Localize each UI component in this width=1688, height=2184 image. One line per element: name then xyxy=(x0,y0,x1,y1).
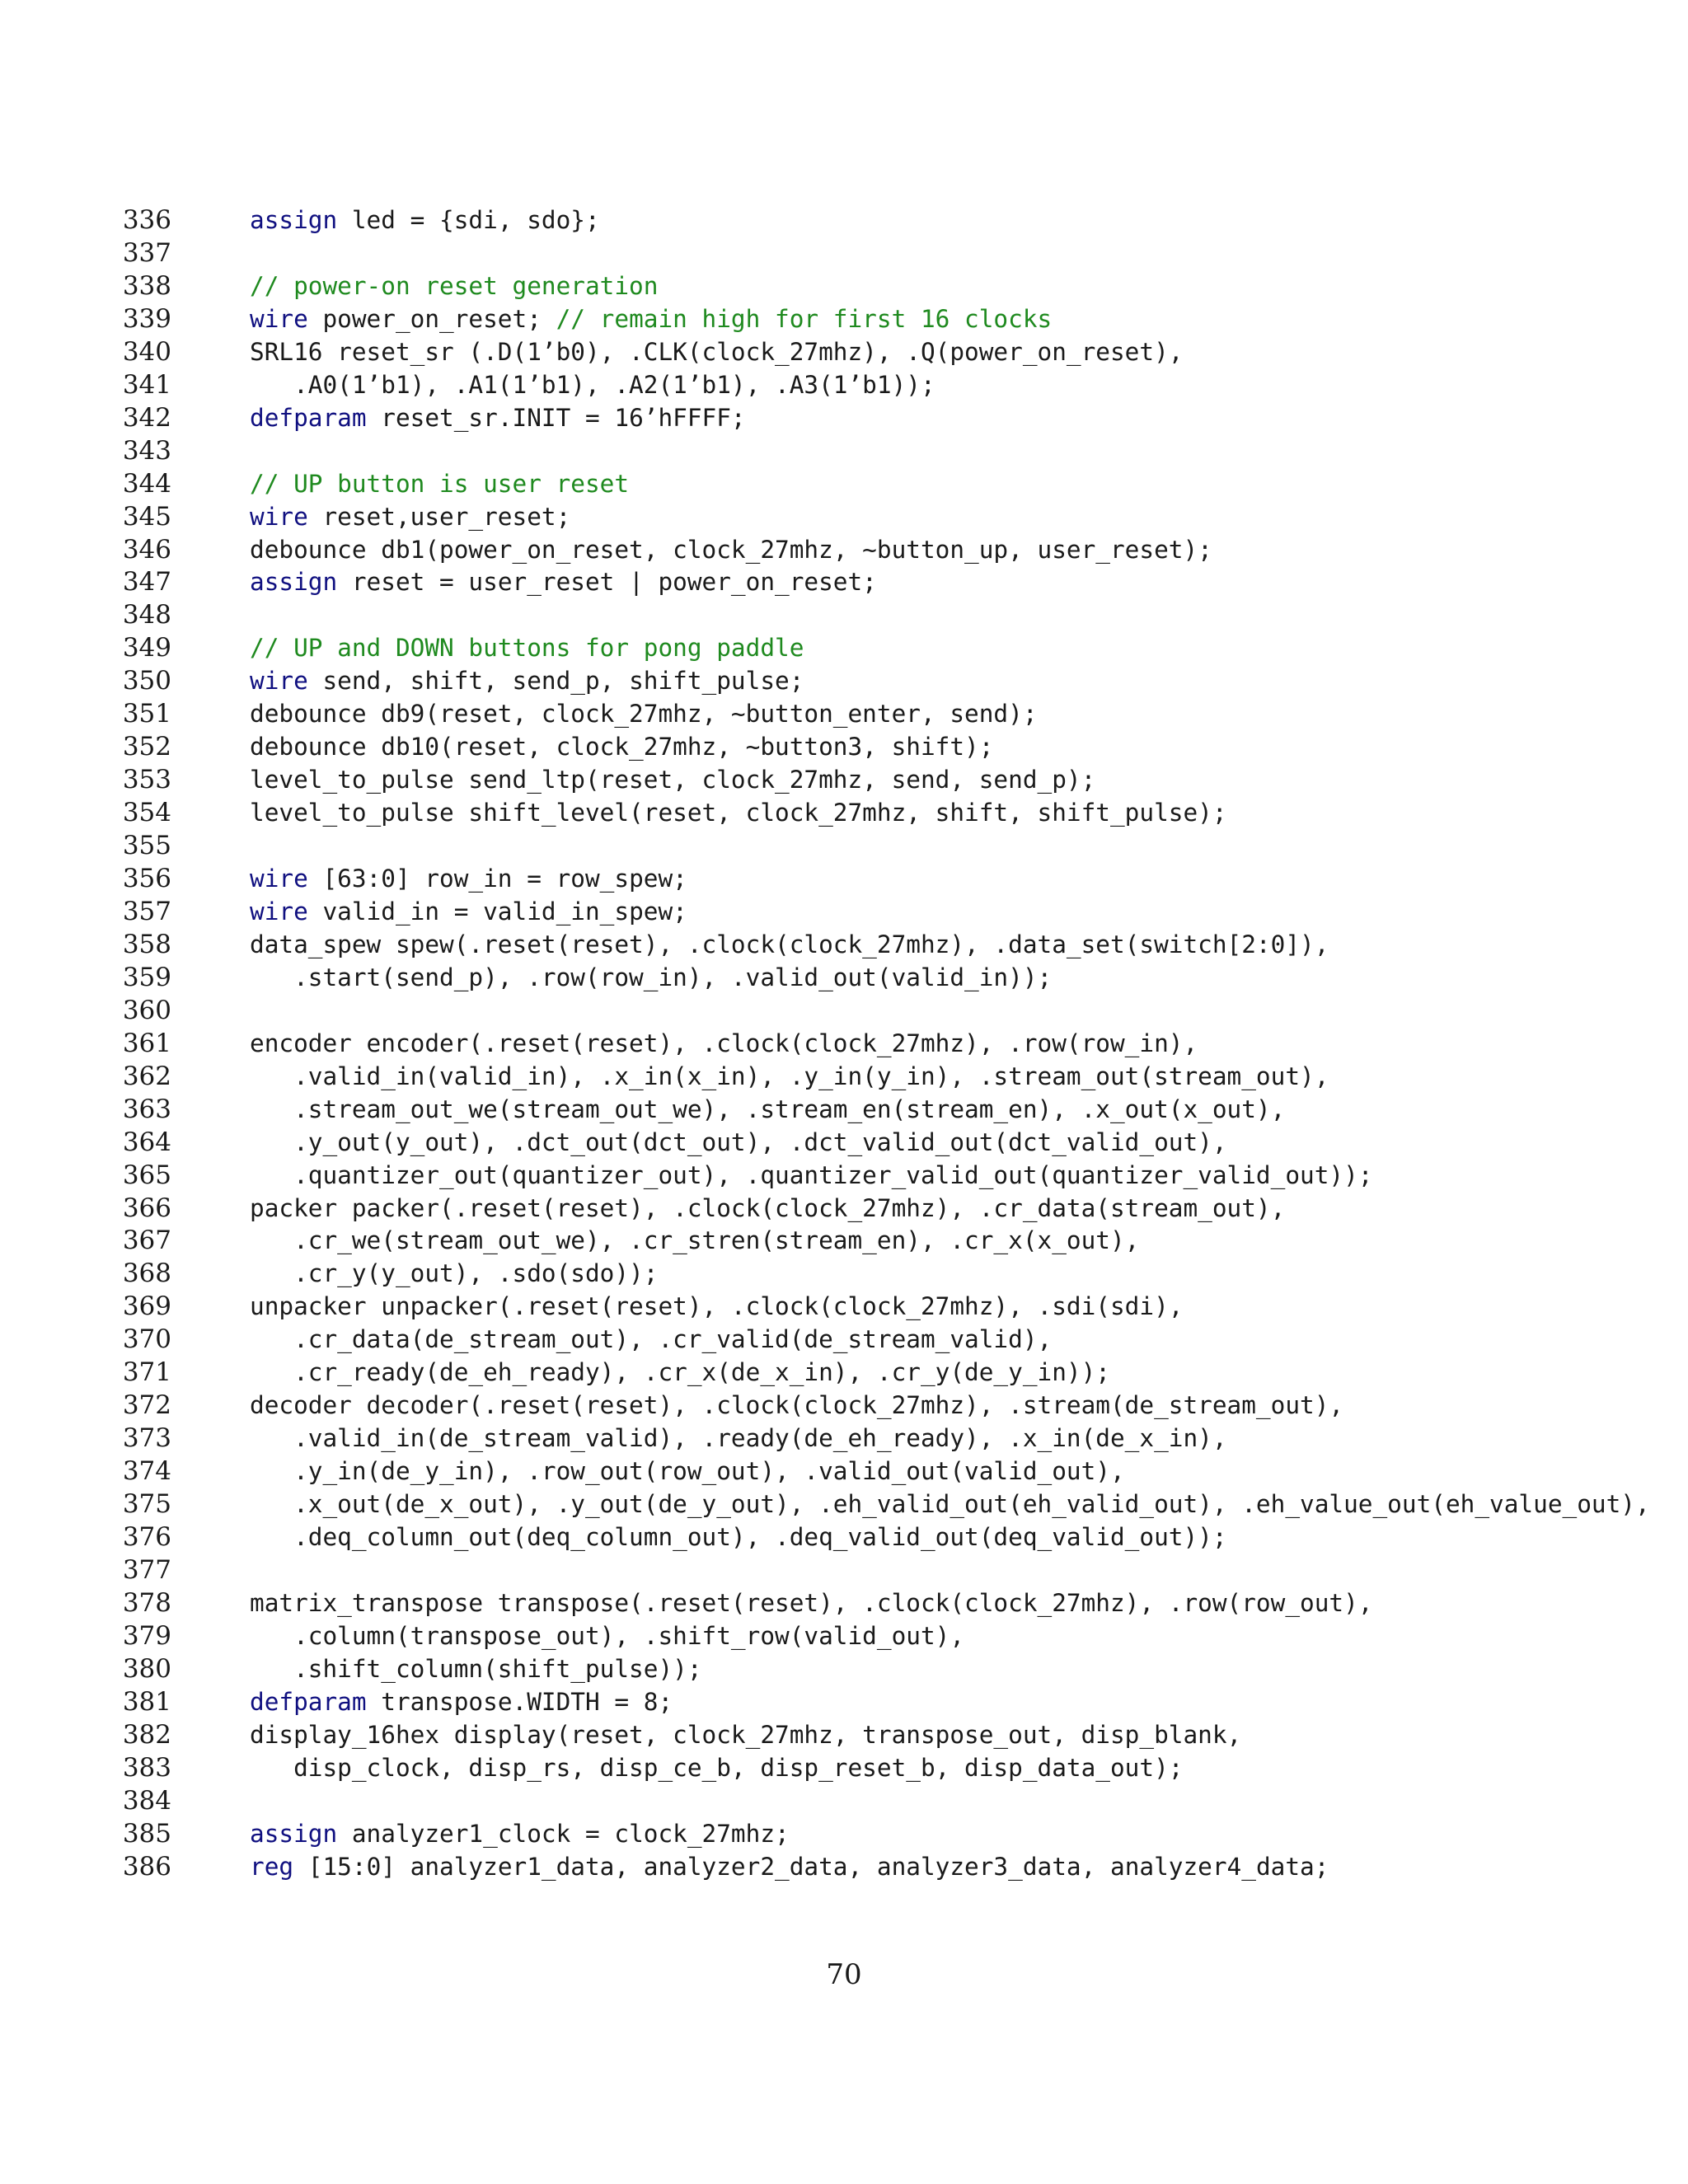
code-token: .y_in(de_y_in), .row_out(row_out), .valid_out(valid_out), xyxy=(250,1457,1125,1486)
code-text xyxy=(250,1093,1285,1126)
code-text xyxy=(250,1685,673,1718)
code-text xyxy=(250,1060,1329,1093)
code-text xyxy=(250,1192,1285,1225)
code-line xyxy=(0,533,1688,566)
line-number: 366 xyxy=(122,1193,171,1223)
comment-token: // power-on reset generation xyxy=(250,271,659,300)
keyword-token: wire xyxy=(250,865,308,893)
line-number: 351 xyxy=(122,699,171,729)
line-number: 347 xyxy=(122,567,171,598)
code-token: packer packer(.reset(reset), .clock(clock_27mhz), .cr_data(stream_out), xyxy=(250,1193,1286,1222)
line-number: 344 xyxy=(122,468,171,499)
line-number: 337 xyxy=(122,237,171,268)
code-line xyxy=(0,697,1688,730)
keyword-token: wire xyxy=(250,304,308,333)
code-token: .cr_data(de_stream_out), .cr_valid(de_stream_valid), xyxy=(250,1325,1053,1354)
line-number: 345 xyxy=(122,501,171,532)
code-text xyxy=(250,895,687,928)
line-number: 342 xyxy=(122,402,171,433)
line-number: 354 xyxy=(122,798,171,828)
code-token: .start(send_p), .row(row_in), .valid_out(valid_in)); xyxy=(250,963,1053,991)
code-line xyxy=(0,1060,1688,1093)
code-line xyxy=(0,1488,1688,1521)
code-token: reset_sr.INIT = 16’hFFFF; xyxy=(366,403,746,432)
line-number: 340 xyxy=(122,336,171,367)
code-text xyxy=(250,1521,1227,1554)
code-token: .x_out(de_x_out), .y_out(de_y_out), .eh_valid_out(eh_valid_out), .eh_value_out(eh_value_out), xyxy=(250,1490,1650,1519)
code-text xyxy=(250,1422,1227,1455)
code-line xyxy=(0,1224,1688,1257)
code-line xyxy=(0,401,1688,434)
line-number: 355 xyxy=(122,831,171,861)
code-line xyxy=(0,994,1688,1027)
code-token: power_on_reset; xyxy=(307,304,556,333)
line-number: 377 xyxy=(122,1554,171,1585)
code-line xyxy=(0,961,1688,994)
line-number: 384 xyxy=(122,1785,171,1816)
code-token: .column(transpose_out), .shift_row(valid_out), xyxy=(250,1621,965,1650)
code-token: data_spew spew(.reset(reset), .clock(clock_27mhz), .data_set(switch[2:0]), xyxy=(250,930,1329,958)
code-token: disp_clock, disp_rs, disp_ce_b, disp_reset_b, disp_data_out); xyxy=(250,1753,1184,1782)
code-text xyxy=(250,928,1329,961)
keyword-token: reg xyxy=(250,1852,294,1881)
code-text xyxy=(250,796,1227,829)
line-number: 374 xyxy=(122,1456,171,1487)
line-number: 361 xyxy=(122,1028,171,1058)
code-line xyxy=(0,565,1688,598)
code-line xyxy=(0,862,1688,895)
line-number: 367 xyxy=(122,1226,171,1256)
code-line xyxy=(0,269,1688,302)
code-line xyxy=(0,664,1688,697)
code-text xyxy=(250,204,600,237)
code-line xyxy=(0,730,1688,763)
code-text xyxy=(250,500,570,533)
code-text xyxy=(250,862,687,895)
line-number: 371 xyxy=(122,1357,171,1388)
line-number: 350 xyxy=(122,666,171,696)
keyword-token: wire xyxy=(250,667,308,696)
code-token: SRL16 reset_sr (.D(1’b0), .CLK(clock_27mhz), .Q(power_on_reset), xyxy=(250,337,1184,366)
code-line xyxy=(0,1455,1688,1488)
line-number: 360 xyxy=(122,995,171,1025)
line-number: 341 xyxy=(122,369,171,400)
code-text xyxy=(250,1718,1241,1751)
code-line xyxy=(0,1751,1688,1784)
code-text xyxy=(250,1817,790,1850)
code-token: encoder encoder(.reset(reset), .clock(clock_27mhz), .row(row_in), xyxy=(250,1029,1198,1057)
code-token: matrix_transpose transpose(.reset(reset), .clock(clock_27mhz), .row(row_out), xyxy=(250,1588,1373,1617)
line-number: 348 xyxy=(122,600,171,630)
code-text xyxy=(250,1126,1227,1159)
code-line xyxy=(0,1093,1688,1126)
comment-token: // UP button is user reset xyxy=(250,469,630,498)
line-number: 375 xyxy=(122,1489,171,1520)
code-line xyxy=(0,1356,1688,1389)
line-number: 339 xyxy=(122,303,171,334)
page-number: 70 xyxy=(826,1958,862,1991)
code-text xyxy=(250,467,629,500)
line-number: 373 xyxy=(122,1423,171,1454)
code-line xyxy=(0,829,1688,862)
keyword-token: wire xyxy=(250,897,308,926)
code-line xyxy=(0,335,1688,368)
code-line xyxy=(0,237,1688,269)
code-line xyxy=(0,1290,1688,1323)
line-number: 376 xyxy=(122,1522,171,1552)
keyword-token: assign xyxy=(250,206,338,234)
code-text xyxy=(250,1586,1373,1619)
code-line xyxy=(0,1554,1688,1586)
code-line xyxy=(0,1784,1688,1817)
code-line xyxy=(0,1323,1688,1356)
keyword-token: defparam xyxy=(250,403,367,432)
code-token: .cr_we(stream_out_we), .cr_stren(stream_en), .cr_x(x_out), xyxy=(250,1226,1140,1255)
line-number: 357 xyxy=(122,896,171,926)
keyword-token: assign xyxy=(250,568,338,597)
code-token: display_16hex display(reset, clock_27mhz, transpose_out, disp_blank, xyxy=(250,1720,1242,1749)
line-number: 365 xyxy=(122,1160,171,1190)
code-token: .valid_in(de_stream_valid), .ready(de_eh_ready), .x_in(de_x_in), xyxy=(250,1424,1227,1453)
code-text xyxy=(250,1290,1183,1323)
line-number: 369 xyxy=(122,1291,171,1322)
code-line xyxy=(0,302,1688,335)
line-number: 352 xyxy=(122,732,171,762)
line-number: 379 xyxy=(122,1620,171,1651)
comment-token: // remain high for first 16 clocks xyxy=(556,304,1053,333)
comment-token: // UP and DOWN buttons for pong paddle xyxy=(250,634,804,663)
line-number: 338 xyxy=(122,270,171,301)
code-token: .cr_ready(de_eh_ready), .cr_x(de_x_in), .cr_y(de_y_in)); xyxy=(250,1358,1110,1387)
code-text xyxy=(250,1224,1139,1257)
code-token: led = {sdi, sdo}; xyxy=(337,206,600,234)
code-line xyxy=(0,796,1688,829)
code-text xyxy=(250,1159,1373,1192)
code-token: decoder decoder(.reset(reset), .clock(clock_27mhz), .stream(de_stream_out), xyxy=(250,1391,1344,1420)
line-number: 364 xyxy=(122,1127,171,1157)
code-token: unpacker unpacker(.reset(reset), .clock(clock_27mhz), .sdi(sdi), xyxy=(250,1292,1184,1321)
code-line xyxy=(0,1159,1688,1192)
code-token: .y_out(y_out), .dct_out(dct_out), .dct_valid_out(dct_valid_out), xyxy=(250,1127,1227,1156)
code-text xyxy=(250,368,935,401)
code-line xyxy=(0,928,1688,961)
line-number: 359 xyxy=(122,962,171,992)
line-number: 378 xyxy=(122,1587,171,1618)
code-token: valid_in = valid_in_spew; xyxy=(307,897,687,926)
code-text xyxy=(250,1389,1343,1422)
code-line xyxy=(0,1192,1688,1225)
code-token: analyzer1_clock = clock_27mhz; xyxy=(337,1819,790,1848)
code-text xyxy=(250,1455,1125,1488)
line-number: 346 xyxy=(122,534,171,565)
code-text xyxy=(250,1027,1198,1060)
code-text xyxy=(250,533,1212,566)
line-number: 382 xyxy=(122,1719,171,1750)
line-number: 358 xyxy=(122,929,171,959)
code-token: .shift_column(shift_pulse)); xyxy=(250,1654,702,1683)
code-token: transpose.WIDTH = 8; xyxy=(366,1687,673,1716)
line-number: 356 xyxy=(122,864,171,893)
code-line xyxy=(0,1850,1688,1883)
code-line xyxy=(0,763,1688,796)
code-line xyxy=(0,1619,1688,1652)
line-number: 363 xyxy=(122,1094,171,1124)
code-line xyxy=(0,631,1688,664)
code-text xyxy=(250,1751,1183,1784)
code-text xyxy=(250,335,1183,368)
code-text xyxy=(250,697,1038,730)
code-token: reset,user_reset; xyxy=(307,502,571,531)
code-line xyxy=(0,895,1688,928)
line-number: 343 xyxy=(122,435,171,466)
code-line xyxy=(0,368,1688,401)
code-line xyxy=(0,204,1688,237)
code-token: debounce db9(reset, clock_27mhz, ~button_enter, send); xyxy=(250,700,1038,729)
code-line xyxy=(0,1817,1688,1850)
code-token: [63:0] row_in = row_spew; xyxy=(307,865,687,893)
code-token: level_to_pulse send_ltp(reset, clock_27mhz, send, send_p); xyxy=(250,766,1096,794)
code-text xyxy=(250,1323,1052,1356)
line-number: 362 xyxy=(122,1061,171,1091)
code-text xyxy=(250,302,1052,335)
line-number: 372 xyxy=(122,1390,171,1421)
code-token: .cr_y(y_out), .sdo(sdo)); xyxy=(250,1259,659,1288)
code-text xyxy=(250,961,1052,994)
code-line xyxy=(0,1718,1688,1751)
line-number: 385 xyxy=(122,1818,171,1849)
line-number: 383 xyxy=(122,1752,171,1783)
code-line xyxy=(0,1126,1688,1159)
code-line xyxy=(0,598,1688,631)
code-token: debounce db1(power_on_reset, clock_27mhz, ~button_up, user_reset); xyxy=(250,535,1212,564)
keyword-token: assign xyxy=(250,1819,338,1848)
code-text xyxy=(250,730,993,763)
line-number: 381 xyxy=(122,1686,171,1717)
code-token: .A0(1’b1), .A1(1’b1), .A2(1’b1), .A3(1’b1)); xyxy=(250,370,935,399)
code-text xyxy=(250,565,877,598)
code-token: .stream_out_we(stream_out_we), .stream_en(stream_en), .x_out(x_out), xyxy=(250,1094,1286,1123)
code-line xyxy=(0,1685,1688,1718)
code-token: send, shift, send_p, shift_pulse; xyxy=(307,667,804,696)
code-token: .deq_column_out(deq_column_out), .deq_valid_out(deq_valid_out)); xyxy=(250,1523,1227,1551)
code-line xyxy=(0,1389,1688,1422)
code-token: level_to_pulse shift_level(reset, clock_27mhz, shift, shift_pulse); xyxy=(250,799,1227,827)
code-text xyxy=(250,1356,1110,1389)
code-text xyxy=(250,664,804,697)
keyword-token: defparam xyxy=(250,1687,367,1716)
code-text xyxy=(250,1850,1329,1883)
code-line xyxy=(0,1521,1688,1554)
code-text xyxy=(250,269,658,302)
code-token: debounce db10(reset, clock_27mhz, ~button3, shift); xyxy=(250,733,994,762)
code-text xyxy=(250,1488,1650,1521)
code-token: .valid_in(valid_in), .x_in(x_in), .y_in(y_in), .stream_out(stream_out), xyxy=(250,1062,1329,1090)
code-text xyxy=(250,631,804,664)
line-number: 380 xyxy=(122,1653,171,1684)
code-token: .quantizer_out(quantizer_out), .quantizer_valid_out(quantizer_valid_out)); xyxy=(250,1160,1373,1189)
code-line xyxy=(0,1652,1688,1685)
code-line xyxy=(0,434,1688,467)
code-text xyxy=(250,1257,658,1290)
line-number: 349 xyxy=(122,633,171,663)
keyword-token: wire xyxy=(250,502,308,531)
line-number: 386 xyxy=(122,1851,171,1882)
code-line xyxy=(0,467,1688,500)
line-number: 368 xyxy=(122,1258,171,1289)
code-token: reset = user_reset | power_on_reset; xyxy=(337,568,877,597)
code-token: [15:0] analyzer1_data, analyzer2_data, analyzer3_data, analyzer4_data; xyxy=(293,1852,1329,1881)
line-number: 336 xyxy=(122,205,171,235)
code-line xyxy=(0,1422,1688,1455)
code-line xyxy=(0,500,1688,533)
line-number: 353 xyxy=(122,765,171,795)
code-text xyxy=(250,763,1095,796)
code-line xyxy=(0,1257,1688,1290)
code-line xyxy=(0,1586,1688,1619)
code-line xyxy=(0,1027,1688,1060)
code-text xyxy=(250,1652,702,1685)
code-text xyxy=(250,1619,964,1652)
code-text xyxy=(250,401,746,434)
line-number: 370 xyxy=(122,1324,171,1355)
